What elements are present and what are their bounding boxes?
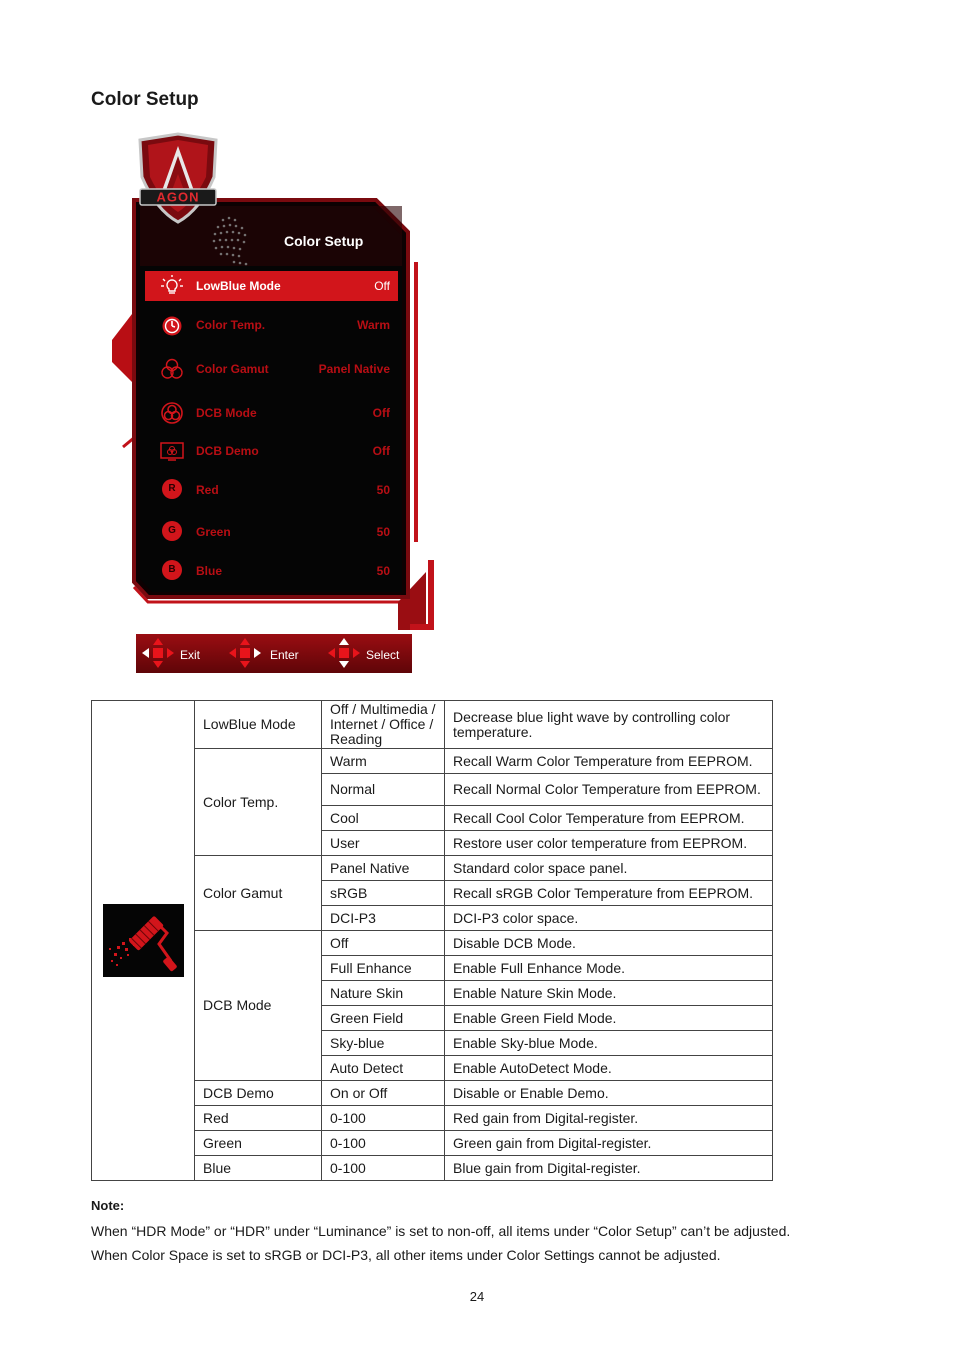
osd-item-label: Color Gamut (196, 362, 269, 376)
osd-item-value: 50 (376, 564, 390, 578)
table-row (92, 1156, 773, 1181)
osd-item-value: Panel Native (318, 362, 390, 376)
table-cell-description: Enable Green Field Mode. (445, 1006, 773, 1031)
table-cell-option: sRGB (322, 881, 445, 906)
table-cell-feature: Green (195, 1131, 322, 1156)
osd-item-label: Green (196, 525, 231, 539)
table-cell-feature: Color Gamut (195, 856, 322, 931)
table-row (92, 1131, 773, 1156)
table-cell-description: Enable AutoDetect Mode. (445, 1056, 773, 1081)
table-cell-description: Disable DCB Mode. (445, 931, 773, 956)
green-channel-icon: G (162, 521, 182, 541)
table-cell-option: Cool (322, 806, 445, 831)
osd-title: Color Setup (284, 233, 364, 249)
osd-item-label: LowBlue Mode (196, 279, 281, 293)
dcb-demo-icon (159, 440, 185, 462)
page-number: 24 (469, 1289, 485, 1304)
table-cell-description: Standard color space panel. (445, 856, 773, 881)
osd-item-value: Off (372, 444, 390, 458)
table-cell-option: 0-100 (322, 1156, 445, 1181)
nav-enter[interactable] (227, 634, 312, 673)
osd-item-value: Off (372, 406, 390, 420)
osd-item-red[interactable] (145, 475, 398, 505)
table-cell-description: Restore user color temperature from EEPROM. (445, 831, 773, 856)
table-cell-option: Panel Native (322, 856, 445, 881)
osd-item-value: Warm (357, 318, 390, 332)
osd-item-dcb-demo[interactable] (145, 436, 398, 466)
table-row (92, 1106, 773, 1131)
table-cell-option: Auto Detect (322, 1056, 445, 1081)
nav-select-label: Select (366, 648, 400, 662)
table-cell-description: Decrease blue light wave by controlling color temperature. (445, 701, 773, 749)
svg-text:AGON: AGON (156, 189, 200, 205)
table-cell-option: Nature Skin (322, 981, 445, 1006)
table-cell-option: Full Enhance (322, 956, 445, 981)
table-cell-description: Recall Normal Color Temperature from EEPROM. (445, 774, 773, 806)
osd-item-label: Color Temp. (196, 318, 266, 332)
dpad-updown-icon (326, 636, 362, 670)
table-cell-option: Off (322, 931, 445, 956)
osd-item-label: DCB Mode (196, 406, 257, 420)
table-row (92, 1081, 773, 1106)
osd-item-label: Red (196, 483, 219, 497)
note-line: When “HDR Mode” or “HDR” under “Luminance” is set to non-off, all items under “Color Setup” can’t be adjusted. (91, 1223, 791, 1239)
osd-item-lowblue-mode[interactable] (145, 271, 398, 301)
table-cell-description: Green gain from Digital-register. (445, 1131, 773, 1156)
table-cell-description: Recall Cool Color Temperature from EEPROM. (445, 806, 773, 831)
table-cell-option: Warm (322, 749, 445, 774)
color-setup-table (91, 700, 773, 1181)
table-row (92, 749, 773, 774)
table-cell-description: Enable Nature Skin Mode. (445, 981, 773, 1006)
table-cell-description: Blue gain from Digital-register. (445, 1156, 773, 1181)
table-cell-feature: LowBlue Mode (195, 701, 322, 749)
osd-item-dcb-mode[interactable] (145, 398, 398, 428)
table-cell-description: Recall Warm Color Temperature from EEPROM. (445, 749, 773, 774)
osd-item-label: Blue (196, 564, 223, 578)
table-cell-feature: Color Temp. (195, 749, 322, 856)
table-cell-option: User (322, 831, 445, 856)
table-cell-description: Red gain from Digital-register. (445, 1106, 773, 1131)
osd-menu (108, 132, 438, 632)
table-row (92, 701, 773, 749)
dpad-left-icon (140, 636, 176, 670)
table-cell-feature: DCB Demo (195, 1081, 322, 1106)
nav-exit[interactable] (140, 634, 220, 673)
nav-exit-label: Exit (180, 648, 201, 662)
table-cell-description: DCI-P3 color space. (445, 906, 773, 931)
table-cell-option: Off / Multimedia / Internet / Office / Reading (322, 701, 445, 749)
osd-item-blue[interactable] (145, 556, 398, 586)
nav-select[interactable] (326, 634, 410, 673)
table-cell-feature: Red (195, 1106, 322, 1131)
table-cell-option: Normal (322, 774, 445, 806)
thermometer-icon (159, 314, 185, 336)
table-row (92, 856, 773, 881)
osd-item-green[interactable] (145, 517, 398, 547)
section-heading: Color Setup (91, 89, 199, 110)
osd-item-value: Off (374, 279, 390, 293)
table-cell-option: Green Field (322, 1006, 445, 1031)
table-cell-option: 0-100 (322, 1131, 445, 1156)
table-row (92, 931, 773, 956)
osd-item-color-temp[interactable] (145, 310, 398, 340)
table-cell-description: Disable or Enable Demo. (445, 1081, 773, 1106)
table-cell-feature: DCB Mode (195, 931, 322, 1081)
osd-item-label: DCB Demo (196, 444, 259, 458)
table-cell-description: Enable Full Enhance Mode. (445, 956, 773, 981)
osd-item-value: 50 (376, 483, 390, 497)
paint-roller-icon (103, 904, 184, 977)
table-icon-cell (92, 701, 195, 1181)
note-title: Note: (91, 1198, 125, 1213)
dpad-right-icon (227, 636, 263, 670)
table-cell-feature: Blue (195, 1156, 322, 1181)
note-line: When Color Space is set to sRGB or DCI-P3, all other items under Color Settings cannot be adjusted. (91, 1247, 721, 1263)
osd-item-value: 50 (376, 525, 390, 539)
dcb-mode-icon (159, 402, 185, 424)
nav-enter-label: Enter (270, 648, 299, 662)
osd-item-color-gamut[interactable] (145, 354, 398, 384)
color-gamut-icon (159, 358, 185, 380)
table-cell-option: 0-100 (322, 1106, 445, 1131)
table-cell-option: On or Off (322, 1081, 445, 1106)
table-cell-description: Enable Sky-blue Mode. (445, 1031, 773, 1056)
blue-channel-icon: B (162, 560, 182, 580)
table-cell-option: DCI-P3 (322, 906, 445, 931)
osd-nav-bar (136, 634, 412, 673)
lightbulb-icon (159, 275, 185, 297)
red-channel-icon: R (162, 479, 182, 499)
table-cell-option: Sky-blue (322, 1031, 445, 1056)
table-cell-description: Recall sRGB Color Temperature from EEPROM. (445, 881, 773, 906)
